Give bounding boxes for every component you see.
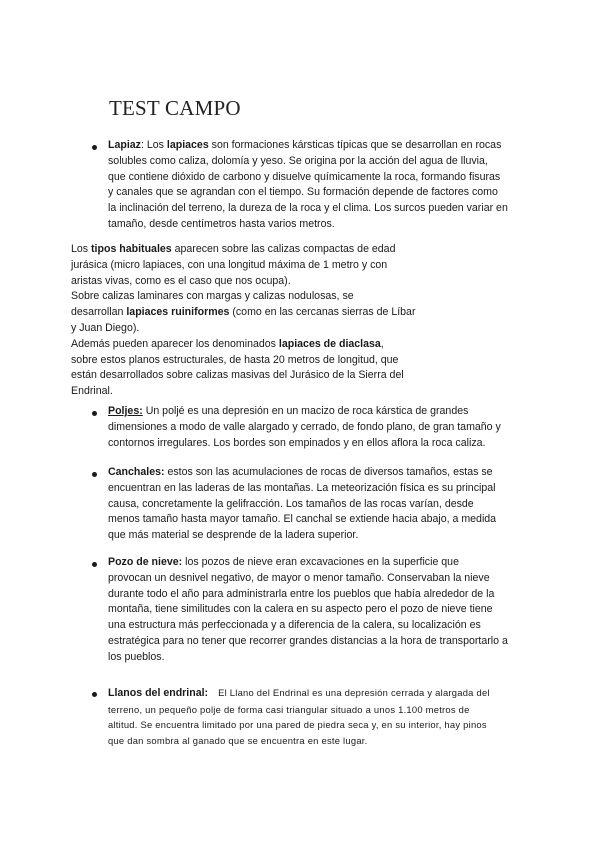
pozo-line-4: montaña, tiene similitudes con la calera en su aspecto pero el pozo de nieve tiene xyxy=(108,603,493,616)
text-segment: Los xyxy=(71,243,92,255)
tipos-line-2: jurásica (micro lapiaces, con una longitud máxima de 1 metro y con xyxy=(71,258,388,271)
pozo-line-6: estratégica para no tener que recorrer grandes distancias a la hora de transportarlo a xyxy=(108,634,508,647)
poljes-line-1 xyxy=(108,404,501,420)
llanos-line-1 xyxy=(108,685,490,702)
poljes-line-2: dimensiones a modo de valle alargado y cerrado, de fondo plano, de gran tamaño y xyxy=(108,420,501,433)
bold-term: tipos habituales xyxy=(91,243,172,255)
bold-term: lapiaces ruiniformes xyxy=(126,306,230,319)
text-segment: son formaciones kársticas típicas que se desarrollan en rocas xyxy=(208,139,502,151)
tipos-line-7 xyxy=(71,337,415,353)
lapiaz-term: Lapiaz xyxy=(108,139,141,151)
text-segment: , xyxy=(380,337,384,350)
bold-term: lapiaces de diaclasa xyxy=(278,337,381,350)
pozo-line-1 xyxy=(108,555,508,571)
tipos-paragraph xyxy=(71,242,415,400)
lapiaz-paragraph xyxy=(108,138,508,233)
canchales-line-3: causa, concretamente la gelifracción. Los tamaños de las rocas varían, desde xyxy=(108,497,474,510)
bullet-icon xyxy=(92,472,97,477)
bullet-icon xyxy=(92,562,97,567)
text-segment: desarrollan xyxy=(71,306,127,319)
text-segment: (como en las cercanas sierras de Líbar xyxy=(229,306,416,319)
canchales-term: Canchales: xyxy=(108,466,165,478)
llanos-term: Llanos del endrinal: xyxy=(108,687,209,699)
lapiaz-line-1 xyxy=(108,138,508,154)
bold-term: lapiaces xyxy=(166,139,209,151)
llanos-paragraph xyxy=(108,685,490,749)
tipos-line-4: Sobre calizas laminares con margas y calizas nodulosas, se xyxy=(71,290,354,303)
text-segment: Un poljé es una depresión en un macizo de roca kárstica de grandes xyxy=(142,405,469,417)
canchales-line-5: que más material se desprende de la ladera superior. xyxy=(108,529,359,542)
bullet-icon xyxy=(92,411,97,416)
lapiaz-line-6: tamaño, desde centímetros hasta varios metros. xyxy=(108,217,335,230)
tipos-line-5 xyxy=(71,305,415,321)
pozo-line-7: los pueblos. xyxy=(108,650,165,663)
lapiaz-line-4: y canales que se agrandan con el tiempo. Su formación depende de factores como xyxy=(108,186,498,199)
lapiaz-line-3: que contiene dióxido de carbono y disuelve químicamente la roca, formando fisuras xyxy=(108,170,501,183)
canchales-paragraph xyxy=(108,465,496,544)
poljes-term: Poljes: xyxy=(108,405,143,417)
pozo-paragraph xyxy=(108,555,508,666)
text-segment: los pozos de nieve eran excavaciones en la superficie que xyxy=(182,556,459,568)
lapiaz-line-5: la inclinación del terreno, la dureza de la roca y el clima. Los surcos pueden variar en xyxy=(108,202,508,215)
tipos-line-8: sobre estos planos estructurales, de hasta 20 metros de longitud, que xyxy=(71,353,399,366)
bullet-icon xyxy=(92,145,97,150)
lapiaz-line-2: solubles como caliza, dolomía y yeso. Se origina por la acción del agua de lluvia, xyxy=(108,154,488,167)
text-segment: estos son las acumulaciones de rocas de diversos tamaños, estas se xyxy=(164,466,493,478)
canchales-line-2: encuentran en las laderas de las montañas. La meteorización física es su principal xyxy=(108,481,496,494)
tipos-line-3: aristas vivas, como es el caso que nos ocupa). xyxy=(71,274,291,287)
text-segment: : Los xyxy=(140,139,167,151)
pozo-term: Pozo de nieve: xyxy=(108,556,183,568)
pozo-line-5: una estructura más perfeccionada y a diferencia de la calera, su localización es xyxy=(108,619,481,632)
llanos-line-3: altitud. Se encuentra limitado por una pared de piedra seca y, en su interior, hay pinos xyxy=(108,719,487,731)
page-title: TEST CAMPO xyxy=(109,96,241,120)
tipos-line-10: Endrinal. xyxy=(71,385,113,398)
tipos-line-1 xyxy=(71,242,415,258)
poljes-paragraph xyxy=(108,404,501,451)
pozo-line-3: durante todo el año para administrarla entre los pueblos que había alrededor de la xyxy=(108,587,495,600)
tipos-line-9: están desarrollados sobre calizas masivas del Jurásico de la Sierra del xyxy=(71,369,404,382)
canchales-line-1 xyxy=(108,465,496,481)
text-segment: El Llano del Endrinal es una depresión cerrada y alargada del xyxy=(218,687,490,698)
llanos-line-4: que dan sombra al ganado que se encuentra en este lugar. xyxy=(108,734,368,746)
bullet-icon xyxy=(92,692,97,697)
text-segment: aparecen sobre las calizas compactas de edad xyxy=(171,243,396,255)
tipos-line-6: y Juan Diego). xyxy=(71,321,140,334)
pozo-line-2: provocan un desnivel negativo, de mayor o menor tamaño. Conservaban la nieve xyxy=(108,571,490,584)
llanos-line-2: terreno, un pequeño polje de forma casi triangular situado a unos 1.100 metros de xyxy=(108,703,470,715)
canchales-line-4: menos tamaño hasta mayor tamaño. El canchal se extiende hacia abajo, a medida xyxy=(108,513,497,526)
poljes-line-3: contornos irregulares. Los bordes son empinados y en ellos aflora la roca caliza. xyxy=(108,436,486,449)
text-segment: Además pueden aparecer los denominados xyxy=(71,337,279,350)
